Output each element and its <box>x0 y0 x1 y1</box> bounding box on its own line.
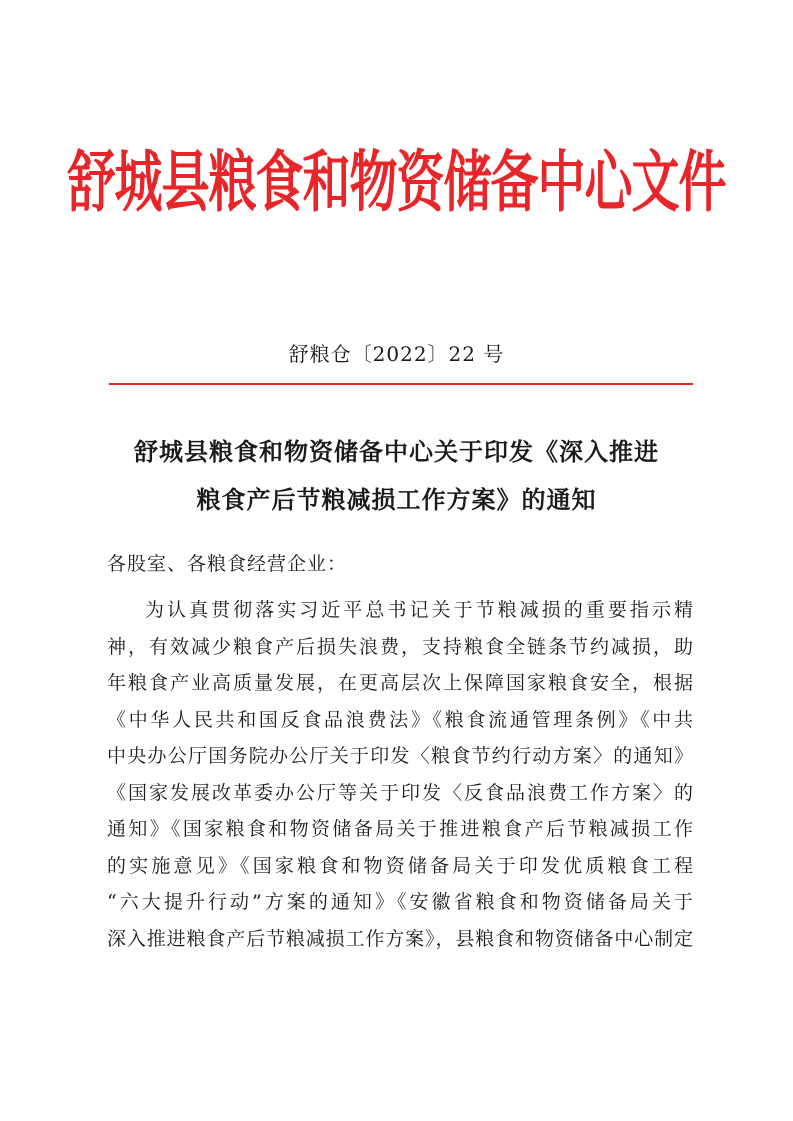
salutation: 各股室、各粮食经营企业： <box>107 553 348 575</box>
document-number: 舒粮仓〔2022〕22 号 <box>288 342 505 366</box>
masthead-title: 舒城县粮食和物资储备中心文件 <box>67 144 726 222</box>
body-line: 深入推进粮食产后节粮减损工作方案》，县粮食和物资储备中心制定 <box>107 927 693 950</box>
body-line: 中央办公厅国务院办公厅关于印发〈粮食节约行动方案〉的通知》 <box>107 745 693 767</box>
body-line: 《国家发展改革委办公厅等关于印发〈反食品浪费工作方案〉的 <box>107 781 693 804</box>
body-line: 《中华人民共和国反食品浪费法》《粮食流通管理条例》《中共 <box>107 708 693 731</box>
notice-title-line-2: 粮食产后节粮减损工作方案》的通知 <box>196 486 597 514</box>
body-line: 年粮食产业高质量发展，在更高层次上保障国家粮食安全，根据 <box>107 672 693 694</box>
body-line: 的实施意见》《国家粮食和物资储备局关于印发优质粮食工程 <box>107 854 693 877</box>
body-line: 神，有效减少粮食产后损失浪费，支持粮食全链条节约减损，助 <box>107 635 693 658</box>
notice-title-line-1: 舒城县粮食和物资储备中心关于印发《深入推进 <box>134 438 659 466</box>
notice-title <box>0 428 793 524</box>
body-line: “六大提升行动”方案的通知》《安徽省粮食和物资储备局关于 <box>107 891 693 913</box>
body-line: 为认真贯彻落实习近平总书记关于节粮减损的重要指示精 <box>145 599 693 621</box>
body-paragraph <box>107 592 693 957</box>
red-divider-line <box>109 383 693 385</box>
body-line: 通知》《国家粮食和物资储备局关于推进粮食产后节粮减损工作 <box>107 818 693 840</box>
